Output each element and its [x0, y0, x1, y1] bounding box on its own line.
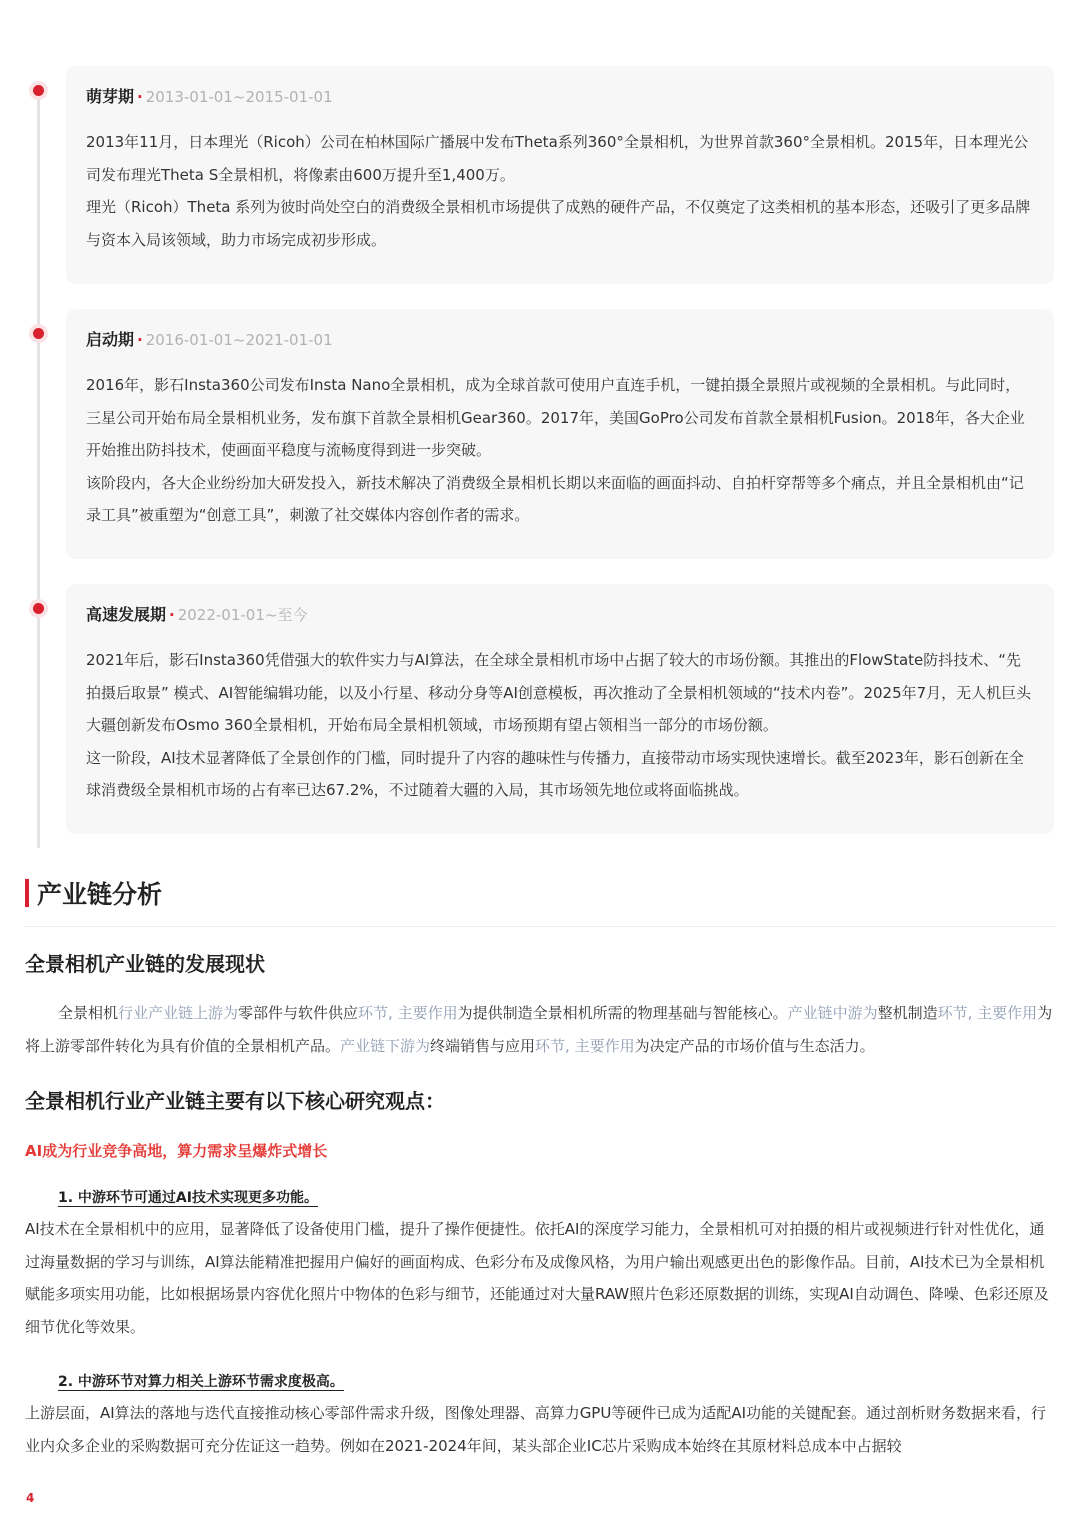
chain-text-segment: 环节, 主要作用 — [535, 1036, 635, 1055]
stage-header — [86, 329, 1034, 351]
chain-text-segment: 环节, 主要作用 — [358, 1004, 458, 1022]
stage-name: 萌芽期 — [86, 87, 135, 106]
section-title — [25, 876, 162, 910]
stage-date-range: 2022-01-01~至今 — [177, 606, 308, 624]
chain-text-segment: 零部件与软件供应 — [238, 1004, 359, 1022]
stage-paragraph: 该阶段内，各大企业纷纷加大研发投入，新技术解决了消费级全景相机长期以来面临的画面抖动、自拍杆穿帮等多个痛点，并且全景相机由“记录工具”被重塑为“创意工具”，刺激了社交媒体内容创作者的需求。 — [86, 473, 1024, 524]
section-title-text: 产业链分析 — [37, 880, 163, 909]
stage-date-range: 2016-01-01~2021-01-01 — [145, 331, 333, 349]
chain-text-segment: 产业链中游为 — [787, 1004, 878, 1022]
core-views-heading: 全景相机行业产业链主要有以下核心研究观点： — [25, 1089, 445, 1113]
stage-card-rapid-growth — [66, 584, 1054, 834]
point-title-1: 1. 中游环节可通过AI技术实现更多功能。 — [58, 1190, 318, 1206]
stage-header — [86, 86, 1034, 108]
timeline-dot — [29, 81, 48, 100]
stage-paragraph: 这一阶段，AI技术显著降低了全景创作的门槛，同时提升了内容的趣味性与传播力，直接带动市场实现快速增长。截至2023年，影石创新在全球消费级全景相机市场的占有率已达67.2%，不过随着大疆的入局，其市场领先地位或将面临挑战。 — [86, 748, 1024, 799]
page-number: 4 — [26, 1491, 35, 1505]
stage-paragraph: 2021年后，影石Insta360凭借强大的软件实力与AI算法，在全球全景相机市场中占据了较大的市场份额。其推出的FlowState防抖技术、“先拍摄后取景” 模式、AI智能编辑功能，以及小行星、移动分身等AI创意模板，再次推动了全景相机领域的“技术内卷”。2025年7月，无人机巨头大疆创新发布Osmo 360全景相机，开始布局全景相机领域，市场预期有望占领相当一部分的市场份额。 — [86, 651, 1032, 734]
stage-card-launch — [66, 309, 1054, 559]
timeline-dot — [29, 599, 48, 618]
chain-text-segment: 终端销售与应用 — [430, 1036, 536, 1055]
section-accent-bar — [25, 879, 29, 907]
stage-name: 高速发展期 — [86, 605, 167, 624]
chain-status-heading: 全景相机产业链的发展现状 — [25, 952, 265, 976]
chain-text-segment: 为决定产品的市场价值与生态活力。 — [634, 1036, 875, 1055]
point-body-1: AI技术在全景相机中的应用，显著降低了设备使用门槛，提升了操作便捷性。依托AI的深度学习能力，全景相机可对拍摄的相片或视频进行针对性优化，通过海量数据的学习与训练，AI算法能精准把握用户偏好的画面构成、色彩分布及成像风格，为用户输出观感更出色的影像作品。目前，AI技术已为全景相机赋能多项实用功能，比如根据场景内容优化照片中物体的色彩与细节，还能通过对大量RAW照片色彩还原数据的训练，实现AI自动调色、降噪、色彩还原及细节优化等效果。 — [25, 1220, 1049, 1336]
chain-text-segment: 为将上游零部件转化为具有价值的全景相机产品。 — [25, 1004, 1053, 1055]
stage-separator: · — [137, 331, 143, 349]
chain-text-segment: 全景相机 — [58, 1004, 119, 1022]
stage-separator: · — [169, 606, 175, 624]
point-title-2: 2. 中游环节对算力相关上游环节需求度极高。 — [58, 1374, 344, 1390]
chain-text-segment: 产业链下游为 — [340, 1036, 431, 1055]
chain-text-segment: 行业产业链上游为 — [118, 1004, 239, 1022]
stage-paragraph: 理光（Ricoh）Theta 系列为彼时尚处空白的消费级全景相机市场提供了成熟的硬件产品，不仅奠定了这类相机的基本形态，还吸引了更多品牌与资本入局该领域，助力市场完成初步形成。 — [86, 198, 1031, 249]
stage-paragraph: 2016年，影石Insta360公司发布Insta Nano全景相机，成为全球首款可使用户直连手机，一键拍摄全景照片或视频的全景相机。与此同时，三星公司开始布局全景相机业务，发布旗下首款全景相机Gear360。2017年，美国GoPro公司发布首款全景相机Fusion。2018年，各大企业开始推出防抖技术，使画面平稳度与流畅度得到进一步突破。 — [86, 376, 1025, 459]
section-divider — [25, 926, 1055, 927]
stage-paragraph: 2013年11月，日本理光（Ricoh）公司在柏林国际广播展中发布Theta系列360°全景相机，为世界首款360°全景相机。2015年，日本理光公司发布理光Theta S全景相机，将像素由600万提升至1,400万。 — [86, 133, 1029, 184]
key-claim: AI成为行业竞争高地，算力需求呈爆炸式增长 — [25, 1142, 328, 1160]
stage-card-sprout — [66, 66, 1054, 284]
chain-status-paragraph — [25, 997, 1055, 1062]
timeline-dot — [29, 324, 48, 343]
stage-separator: · — [137, 88, 143, 106]
chain-text-segment: 整机制造 — [877, 1004, 938, 1022]
stage-name: 启动期 — [86, 330, 135, 349]
timeline-line — [37, 88, 40, 848]
stage-date-range: 2013-01-01~2015-01-01 — [145, 88, 333, 106]
chain-text-segment: 环节, 主要作用 — [937, 1004, 1038, 1022]
point-body-2: 上游层面，AI算法的落地与迭代直接推动核心零部件需求升级，图像处理器、高算力GPU等硬件已成为适配AI功能的关键配套。通过剖析财务数据来看，行业内众多企业的采购数据可充分佐证这一趋势。例如在2021-2024年间，某头部企业IC芯片采购成本始终在其原材料总成本中占据较 — [25, 1404, 1047, 1455]
chain-text-segment: 为提供制造全景相机所需的物理基础与智能核心。 — [457, 1004, 788, 1022]
stage-header — [86, 604, 1034, 626]
